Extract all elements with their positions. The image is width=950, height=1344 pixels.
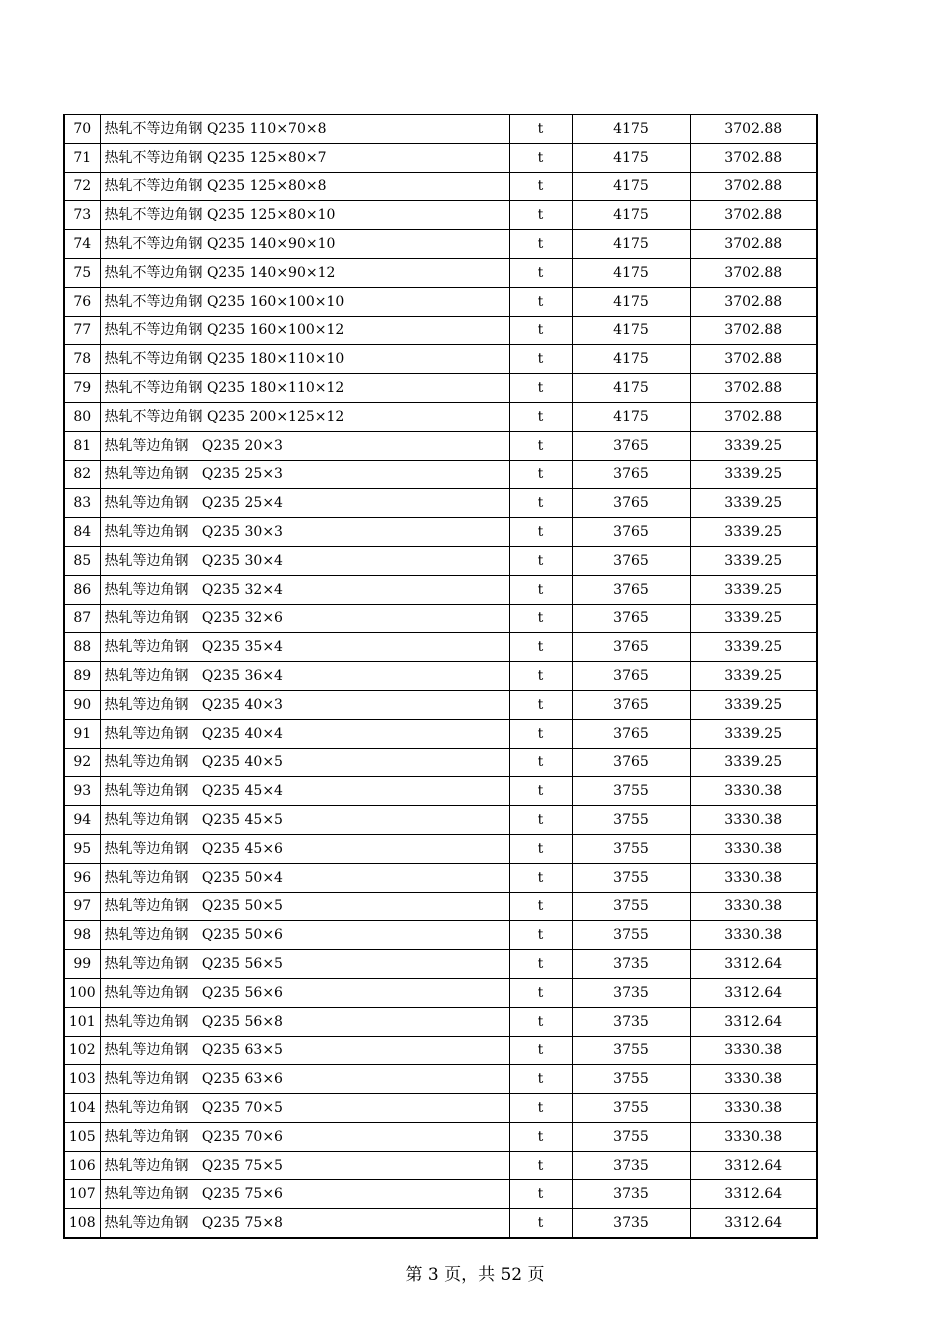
price-tax-incl-cell: 3755 [572,1122,690,1151]
row-number-cell: 91 [64,719,100,748]
row-number-cell: 101 [64,1007,100,1036]
price-tax-excl-cell: 3312.64 [690,1007,817,1036]
price-tax-incl-cell: 3765 [572,662,690,691]
price-tax-excl-cell: 3312.64 [690,1180,817,1209]
table-row [64,1209,817,1238]
price-tax-excl-cell: 3330.38 [690,806,817,835]
table-row [64,978,817,1007]
price-tax-excl-cell: 3339.25 [690,489,817,518]
unit-cell: t [509,633,572,662]
item-name-cell: 热轧等边角钢 Q235 50×4 [100,863,509,892]
price-tax-incl-cell: 4175 [572,287,690,316]
item-name-cell: 热轧等边角钢 Q235 30×4 [100,546,509,575]
price-tax-excl-cell: 3312.64 [690,1209,817,1238]
row-number-cell: 87 [64,604,100,633]
unit-cell: t [509,921,572,950]
price-tax-excl-cell: 3339.25 [690,719,817,748]
item-name-cell: 热轧不等边角钢 Q235 180×110×12 [100,374,509,403]
unit-cell: t [509,402,572,431]
table-row [64,719,817,748]
price-tax-excl-cell: 3330.38 [690,892,817,921]
price-tax-incl-cell: 4175 [572,172,690,201]
price-tax-excl-cell: 3330.38 [690,777,817,806]
page-footer [0,1264,950,1286]
item-name-cell: 热轧不等边角钢 Q235 140×90×12 [100,258,509,287]
unit-cell: t [509,316,572,345]
price-tax-excl-cell: 3330.38 [690,1036,817,1065]
price-tax-excl-cell: 3702.88 [690,374,817,403]
item-name-cell: 热轧等边角钢 Q235 56×6 [100,978,509,1007]
item-name-cell: 热轧等边角钢 Q235 35×4 [100,633,509,662]
row-number-cell: 99 [64,950,100,979]
unit-cell: t [509,1209,572,1238]
price-tax-incl-cell: 3755 [572,834,690,863]
page-number-label: 第 3 页，共 52 页 [405,1265,545,1285]
item-name-cell: 热轧不等边角钢 Q235 160×100×12 [100,316,509,345]
unit-cell: t [509,345,572,374]
row-number-cell: 97 [64,892,100,921]
row-number-cell: 90 [64,690,100,719]
unit-cell: t [509,1151,572,1180]
price-tax-excl-cell: 3702.88 [690,287,817,316]
table-row [64,950,817,979]
table-body [64,115,817,1239]
price-tax-incl-cell: 3765 [572,518,690,547]
item-name-cell: 热轧等边角钢 Q235 70×5 [100,1094,509,1123]
price-tax-excl-cell: 3339.25 [690,748,817,777]
price-tax-incl-cell: 4175 [572,143,690,172]
row-number-cell: 86 [64,575,100,604]
table-row [64,230,817,259]
price-tax-excl-cell: 3339.25 [690,690,817,719]
item-name-cell: 热轧等边角钢 Q235 32×6 [100,604,509,633]
item-name-cell: 热轧等边角钢 Q235 45×5 [100,806,509,835]
price-tax-excl-cell: 3702.88 [690,201,817,230]
price-tax-excl-cell: 3312.64 [690,950,817,979]
price-tax-excl-cell: 3702.88 [690,316,817,345]
table-row [64,431,817,460]
row-number-cell: 83 [64,489,100,518]
row-number-cell: 107 [64,1180,100,1209]
price-tax-incl-cell: 3755 [572,863,690,892]
item-name-cell: 热轧等边角钢 Q235 20×3 [100,431,509,460]
table-row [64,690,817,719]
unit-cell: t [509,1094,572,1123]
price-tax-incl-cell: 4175 [572,374,690,403]
unit-cell: t [509,748,572,777]
price-tax-incl-cell: 3735 [572,950,690,979]
price-tax-excl-cell: 3330.38 [690,921,817,950]
price-tax-incl-cell: 3735 [572,978,690,1007]
price-tax-incl-cell: 3735 [572,1007,690,1036]
unit-cell: t [509,172,572,201]
unit-cell: t [509,431,572,460]
unit-cell: t [509,719,572,748]
price-tax-incl-cell: 3735 [572,1180,690,1209]
table-row [64,604,817,633]
price-tax-incl-cell: 3735 [572,1209,690,1238]
row-number-cell: 82 [64,460,100,489]
price-tax-incl-cell: 3735 [572,1151,690,1180]
price-tax-incl-cell: 3765 [572,460,690,489]
price-tax-incl-cell: 3765 [572,575,690,604]
price-tax-excl-cell: 3312.64 [690,978,817,1007]
table-row [64,460,817,489]
item-name-cell: 热轧等边角钢 Q235 40×3 [100,690,509,719]
price-tax-incl-cell: 3765 [572,690,690,719]
row-number-cell: 94 [64,806,100,835]
unit-cell: t [509,258,572,287]
row-number-cell: 75 [64,258,100,287]
item-name-cell: 热轧等边角钢 Q235 45×4 [100,777,509,806]
price-tax-incl-cell: 3755 [572,1094,690,1123]
price-tax-excl-cell: 3312.64 [690,1151,817,1180]
row-number-cell: 80 [64,402,100,431]
item-name-cell: 热轧等边角钢 Q235 50×5 [100,892,509,921]
price-tax-incl-cell: 3765 [572,431,690,460]
unit-cell: t [509,978,572,1007]
row-number-cell: 88 [64,633,100,662]
item-name-cell: 热轧不等边角钢 Q235 140×90×10 [100,230,509,259]
row-number-cell: 70 [64,115,100,144]
item-name-cell: 热轧等边角钢 Q235 45×6 [100,834,509,863]
price-tax-excl-cell: 3702.88 [690,172,817,201]
unit-cell: t [509,546,572,575]
row-number-cell: 98 [64,921,100,950]
table-row [64,748,817,777]
table-row [64,863,817,892]
item-name-cell: 热轧等边角钢 Q235 56×8 [100,1007,509,1036]
table-row [64,1180,817,1209]
table-row [64,143,817,172]
row-number-cell: 89 [64,662,100,691]
price-tax-excl-cell: 3339.25 [690,546,817,575]
row-number-cell: 73 [64,201,100,230]
item-name-cell: 热轧不等边角钢 Q235 200×125×12 [100,402,509,431]
price-tax-incl-cell: 3765 [572,489,690,518]
row-number-cell: 93 [64,777,100,806]
price-tax-incl-cell: 3755 [572,806,690,835]
table-row [64,921,817,950]
item-name-cell: 热轧等边角钢 Q235 56×5 [100,950,509,979]
price-tax-incl-cell: 4175 [572,201,690,230]
price-tax-incl-cell: 3755 [572,921,690,950]
table-row [64,1065,817,1094]
table-row [64,834,817,863]
price-tax-excl-cell: 3330.38 [690,863,817,892]
unit-cell: t [509,806,572,835]
row-number-cell: 85 [64,546,100,575]
price-tax-excl-cell: 3330.38 [690,1065,817,1094]
unit-cell: t [509,777,572,806]
table-row [64,1122,817,1151]
price-tax-excl-cell: 3330.38 [690,1094,817,1123]
price-tax-excl-cell: 3702.88 [690,230,817,259]
unit-cell: t [509,604,572,633]
table-row [64,806,817,835]
price-tax-excl-cell: 3330.38 [690,834,817,863]
item-name-cell: 热轧等边角钢 Q235 63×5 [100,1036,509,1065]
price-tax-incl-cell: 3765 [572,748,690,777]
item-name-cell: 热轧等边角钢 Q235 75×5 [100,1151,509,1180]
row-number-cell: 92 [64,748,100,777]
table-row [64,1151,817,1180]
table-row [64,662,817,691]
unit-cell: t [509,460,572,489]
price-tax-incl-cell: 4175 [572,230,690,259]
table-row [64,518,817,547]
unit-cell: t [509,115,572,144]
unit-cell: t [509,287,572,316]
item-name-cell: 热轧不等边角钢 Q235 125×80×10 [100,201,509,230]
row-number-cell: 77 [64,316,100,345]
item-name-cell: 热轧等边角钢 Q235 70×6 [100,1122,509,1151]
table-row [64,258,817,287]
item-name-cell: 热轧不等边角钢 Q235 125×80×7 [100,143,509,172]
row-number-cell: 105 [64,1122,100,1151]
unit-cell: t [509,834,572,863]
price-tax-incl-cell: 4175 [572,115,690,144]
unit-cell: t [509,1036,572,1065]
unit-cell: t [509,374,572,403]
unit-cell: t [509,201,572,230]
price-tax-excl-cell: 3702.88 [690,345,817,374]
table-row [64,316,817,345]
table-row [64,777,817,806]
table-row [64,1036,817,1065]
price-tax-incl-cell: 3765 [572,546,690,575]
price-tax-incl-cell: 3755 [572,777,690,806]
row-number-cell: 71 [64,143,100,172]
table-row [64,287,817,316]
unit-cell: t [509,575,572,604]
row-number-cell: 103 [64,1065,100,1094]
price-tax-incl-cell: 3755 [572,892,690,921]
item-name-cell: 热轧等边角钢 Q235 32×4 [100,575,509,604]
item-name-cell: 热轧等边角钢 Q235 25×4 [100,489,509,518]
row-number-cell: 104 [64,1094,100,1123]
unit-cell: t [509,230,572,259]
unit-cell: t [509,662,572,691]
item-name-cell: 热轧等边角钢 Q235 25×3 [100,460,509,489]
row-number-cell: 81 [64,431,100,460]
row-number-cell: 74 [64,230,100,259]
row-number-cell: 108 [64,1209,100,1238]
price-tax-incl-cell: 3755 [572,1065,690,1094]
price-tax-incl-cell: 3755 [572,1036,690,1065]
price-tax-excl-cell: 3330.38 [690,1122,817,1151]
unit-cell: t [509,1065,572,1094]
table-row [64,115,817,144]
table-row [64,172,817,201]
item-name-cell: 热轧等边角钢 Q235 50×6 [100,921,509,950]
table-row [64,1094,817,1123]
item-name-cell: 热轧不等边角钢 Q235 125×80×8 [100,172,509,201]
unit-cell: t [509,690,572,719]
price-table [63,114,818,1239]
row-number-cell: 96 [64,863,100,892]
table-row [64,892,817,921]
table-row [64,345,817,374]
unit-cell: t [509,1122,572,1151]
unit-cell: t [509,1180,572,1209]
price-tax-incl-cell: 4175 [572,345,690,374]
row-number-cell: 95 [64,834,100,863]
price-tax-incl-cell: 3765 [572,719,690,748]
unit-cell: t [509,950,572,979]
price-tax-excl-cell: 3339.25 [690,633,817,662]
table-row [64,489,817,518]
price-tax-incl-cell: 4175 [572,316,690,345]
row-number-cell: 76 [64,287,100,316]
unit-cell: t [509,518,572,547]
price-tax-excl-cell: 3339.25 [690,518,817,547]
price-tax-excl-cell: 3339.25 [690,604,817,633]
item-name-cell: 热轧等边角钢 Q235 75×6 [100,1180,509,1209]
item-name-cell: 热轧等边角钢 Q235 30×3 [100,518,509,547]
item-name-cell: 热轧不等边角钢 Q235 110×70×8 [100,115,509,144]
price-tax-excl-cell: 3702.88 [690,258,817,287]
unit-cell: t [509,863,572,892]
price-tax-excl-cell: 3339.25 [690,431,817,460]
table-row [64,546,817,575]
table-row [64,633,817,662]
item-name-cell: 热轧等边角钢 Q235 36×4 [100,662,509,691]
price-tax-incl-cell: 4175 [572,258,690,287]
price-tax-incl-cell: 4175 [572,402,690,431]
table-row [64,575,817,604]
price-tax-excl-cell: 3339.25 [690,460,817,489]
price-tax-excl-cell: 3339.25 [690,662,817,691]
unit-cell: t [509,1007,572,1036]
price-tax-incl-cell: 3765 [572,633,690,662]
table-row [64,201,817,230]
table-row [64,402,817,431]
price-tax-excl-cell: 3702.88 [690,143,817,172]
price-tax-excl-cell: 3339.25 [690,575,817,604]
table-row [64,1007,817,1036]
row-number-cell: 102 [64,1036,100,1065]
item-name-cell: 热轧等边角钢 Q235 40×4 [100,719,509,748]
unit-cell: t [509,489,572,518]
item-name-cell: 热轧等边角钢 Q235 63×6 [100,1065,509,1094]
row-number-cell: 78 [64,345,100,374]
unit-cell: t [509,143,572,172]
row-number-cell: 72 [64,172,100,201]
price-tax-incl-cell: 3765 [572,604,690,633]
item-name-cell: 热轧不等边角钢 Q235 180×110×10 [100,345,509,374]
row-number-cell: 79 [64,374,100,403]
item-name-cell: 热轧等边角钢 Q235 40×5 [100,748,509,777]
item-name-cell: 热轧不等边角钢 Q235 160×100×10 [100,287,509,316]
price-tax-excl-cell: 3702.88 [690,115,817,144]
unit-cell: t [509,892,572,921]
row-number-cell: 106 [64,1151,100,1180]
row-number-cell: 84 [64,518,100,547]
item-name-cell: 热轧等边角钢 Q235 75×8 [100,1209,509,1238]
row-number-cell: 100 [64,978,100,1007]
table-row [64,374,817,403]
price-tax-excl-cell: 3702.88 [690,402,817,431]
